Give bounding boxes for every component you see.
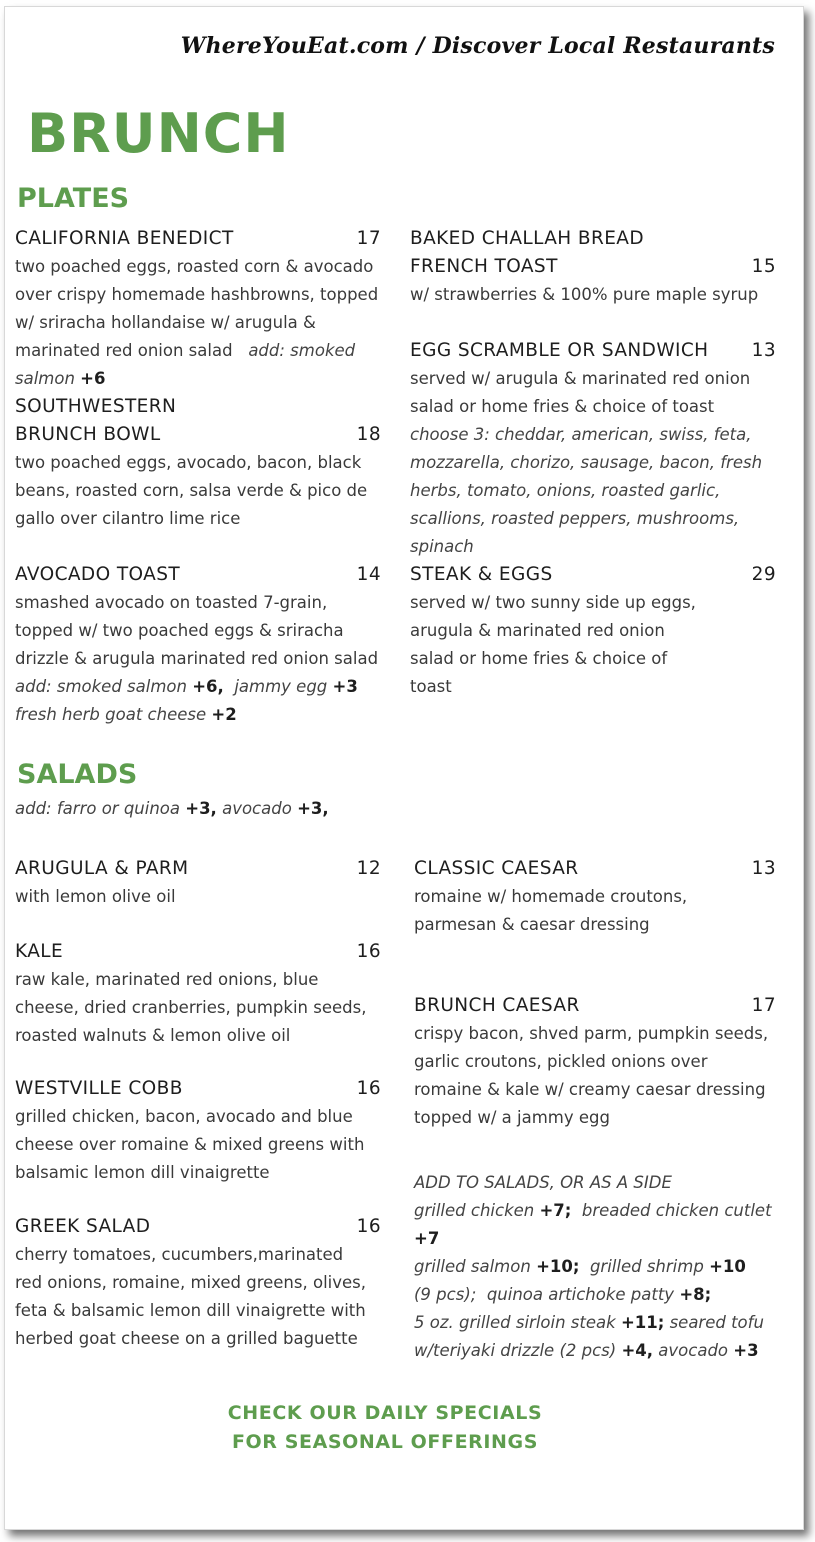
footer-specials xyxy=(5,1399,765,1457)
add-ons-heading: ADD TO SALADS, OR AS A SIDE xyxy=(414,1173,672,1192)
site-banner[interactable]: WhereYouEat.com / Discover Local Restaurants xyxy=(180,33,775,59)
add-on-price: +3 xyxy=(733,1341,759,1360)
item-name: CLASSIC CAESAR xyxy=(414,858,579,879)
item-price: 16 xyxy=(356,1216,381,1237)
add-on-label: add: smoked salmon xyxy=(15,341,356,388)
footer-line: FOR SEASONAL OFFERINGS xyxy=(231,1431,539,1453)
add-on-label: breaded chicken cutlet xyxy=(581,1201,772,1220)
add-on-label: grilled salmon xyxy=(414,1257,531,1276)
item-name: ARUGULA & PARM xyxy=(15,858,189,879)
item-price: 16 xyxy=(356,941,381,962)
add-on-label: add: smoked salmon xyxy=(15,677,187,696)
add-on-price: +3, xyxy=(185,799,217,818)
item-description: served w/ two sunny side up eggs, arugula & marinated red onion salad or home fries & choice of toast xyxy=(410,593,696,696)
item-name: GREEK SALAD xyxy=(15,1216,151,1237)
add-on-price: +6, xyxy=(192,677,224,696)
item-name: KALE xyxy=(15,941,64,962)
salads-heading: SALADS xyxy=(17,759,138,790)
add-on-price: +4, xyxy=(621,1341,654,1360)
item-egg-scramble xyxy=(410,337,776,561)
item-description: crispy bacon, shved parm, pumpkin seeds, garlic croutons, pickled onions over romaine & kale w/ creamy caesar dressing topped w/ a jammy egg xyxy=(414,1024,769,1127)
add-on-label: seared tofu w/teriyaki drizzle (2 pcs) xyxy=(414,1313,764,1360)
add-on-label: grilled chicken xyxy=(414,1201,535,1220)
item-name: BAKED CHALLAH BREAD xyxy=(410,228,644,249)
plates-heading: PLATES xyxy=(17,183,130,214)
add-on-price: +6 xyxy=(80,369,106,388)
add-on-label: avocado xyxy=(222,799,292,818)
item-price: 15 xyxy=(751,256,776,277)
item-name: BRUNCH BOWL xyxy=(15,424,161,445)
item-description: with lemon olive oil xyxy=(15,887,176,906)
item-description: w/ strawberries & 100% pure maple syrup xyxy=(410,285,759,304)
add-on-price: +8; xyxy=(679,1285,712,1304)
item-price: 29 xyxy=(751,564,776,585)
menu-title: BRUNCH xyxy=(27,102,290,165)
item-name: WESTVILLE COBB xyxy=(15,1078,183,1099)
item-kale xyxy=(15,938,381,1050)
item-greek-salad xyxy=(15,1213,381,1353)
item-california-benedict xyxy=(15,225,381,393)
item-classic-caesar xyxy=(414,855,776,939)
item-steak-eggs xyxy=(410,561,776,701)
item-name: EGG SCRAMBLE OR SANDWICH xyxy=(410,340,709,361)
salads-add-on xyxy=(15,795,329,823)
item-name: SOUTHWESTERN xyxy=(15,396,177,417)
item-name: CALIFORNIA BENEDICT xyxy=(15,228,234,249)
item-price: 13 xyxy=(751,340,776,361)
item-price: 12 xyxy=(356,858,381,879)
item-name: BRUNCH CAESAR xyxy=(414,995,580,1016)
add-on-label: add: farro or quinoa xyxy=(15,799,180,818)
item-name: FRENCH TOAST xyxy=(410,256,558,277)
item-price: 13 xyxy=(751,858,776,879)
item-price: 17 xyxy=(751,995,776,1016)
add-on-label: 5 oz. grilled sirloin steak xyxy=(414,1313,616,1332)
footer-line: CHECK OUR DAILY SPECIALS xyxy=(227,1402,543,1424)
item-description: two poached eggs, avocado, bacon, black beans, roasted corn, salsa verde & pico de gallo over cilantro lime rice xyxy=(15,453,368,528)
add-on-label: jammy egg xyxy=(234,677,328,696)
item-arugula-parm xyxy=(15,855,381,911)
salad-add-ons xyxy=(414,1169,774,1365)
add-on-price: +2 xyxy=(211,705,237,724)
item-description: served w/ arugula & marinated red onion salad or home fries & choice of toast xyxy=(410,369,751,416)
item-price: 14 xyxy=(356,564,381,585)
item-name: AVOCADO TOAST xyxy=(15,564,181,585)
item-westville-cobb xyxy=(15,1075,381,1187)
item-southwestern-brunch-bowl xyxy=(15,393,381,533)
item-choices: choose 3: cheddar, american, swiss, feta, mozzarella, chorizo, sausage, bacon, fresh herbs, tomato, onions, roasted garlic, scallions, roasted peppers, mushrooms, spinach xyxy=(410,425,763,556)
item-description: smashed avocado on toasted 7-grain, topped w/ two poached eggs & sriracha drizzle & arugula marinated red onion salad xyxy=(15,593,379,668)
item-avocado-toast xyxy=(15,561,381,729)
add-on-price: +10; xyxy=(536,1257,580,1276)
item-description: grilled chicken, bacon, avocado and blue cheese over romaine & mixed greens with balsamic lemon dill vinaigrette xyxy=(15,1107,365,1182)
item-name: STEAK & EGGS xyxy=(410,564,553,585)
add-on-label: fresh herb goat cheese xyxy=(15,705,207,724)
item-price: 16 xyxy=(356,1078,381,1099)
add-on-label: grilled shrimp xyxy=(589,1257,704,1276)
item-description: two poached eggs, roasted corn & avocado over crispy homemade hashbrowns, topped w/ sriracha hollandaise w/ arugula & marinated red onion salad xyxy=(15,257,379,360)
add-on-note: (9 pcs); xyxy=(414,1285,477,1304)
item-description: raw kale, marinated red onions, blue cheese, dried cranberries, pumpkin seeds, roasted walnuts & lemon olive oil xyxy=(15,970,367,1045)
add-on-price: +11; xyxy=(620,1313,665,1332)
add-on-label: avocado xyxy=(658,1341,729,1360)
add-on-label: quinoa artichoke patty xyxy=(486,1285,675,1304)
item-price: 17 xyxy=(356,228,381,249)
add-on-price: +7 xyxy=(414,1229,440,1248)
item-baked-challah-french-toast xyxy=(410,225,776,309)
add-on-price: +3, xyxy=(297,799,329,818)
item-description: romaine w/ homemade croutons, parmesan & caesar dressing xyxy=(414,887,688,934)
add-on-price: +3 xyxy=(332,677,358,696)
menu-page xyxy=(4,6,804,1530)
item-brunch-caesar xyxy=(414,992,776,1132)
item-description: cherry tomatoes, cucumbers,marinated red onions, romaine, mixed greens, olives, feta & balsamic lemon dill vinaigrette with herbed goat cheese on a grilled baguette xyxy=(15,1245,366,1348)
item-price: 18 xyxy=(356,424,381,445)
add-on-price: +7; xyxy=(539,1201,572,1220)
add-on-price: +10 xyxy=(709,1257,746,1276)
